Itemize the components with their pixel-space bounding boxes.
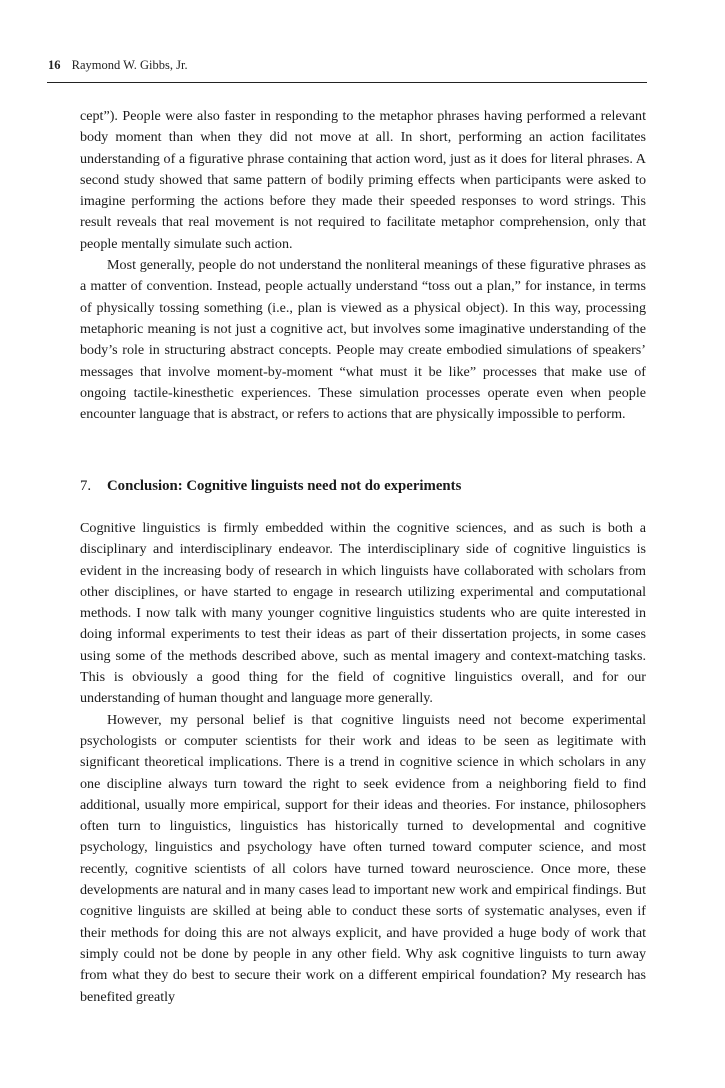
- section-number: 7.: [80, 478, 92, 494]
- running-head: [48, 58, 188, 73]
- paragraph: Cognitive linguistics is firmly embedded within the cognitive sciences, and as such is both a disciplinary and interdisciplinary endeavor. The interdisciplinary side of cognitive linguistics is evident in the increasing body of research in which linguists have collaborated with scholars from other disciplines, or have started to engage in research utilizing experimental and computational methods. I now talk with many younger cognitive linguistics students who are quite interested in doing informal experiments to test their ideas as part of their dissertation projects, in some cases using some of the methods described above, such as mental imagery and context-matching tasks. This is obviously a good thing for the field of cognitive linguistics overall, and for our understanding of human thought and language more generally.: [80, 520, 646, 707]
- section-title: Conclusion: Cognitive linguists need not do experiments: [107, 478, 462, 494]
- page-number: 16: [48, 58, 61, 72]
- running-head-author: Raymond W. Gibbs, Jr.: [71, 58, 188, 72]
- body-text-block: [80, 518, 646, 1008]
- paragraph: Most generally, people do not understand the nonliteral meanings of these figurative phrases as a matter of convention. Instead, people actually understand “toss out a plan,” for instance, in terms of physically tossing something (i.e., plan is viewed as a physical object). In this way, processing metaphoric meaning is not just a cognitive act, but involves some imaginative understanding of the body’s role in structuring abstract concepts. People may create embodied simulations of speakers’ messages that involve moment-by-moment “what must it be like” processes that make use of ongoing tactile-kinesthetic experiences. These simulation processes operate even when people encounter language that is abstract, or refers to actions that are physically impossible to perform.: [80, 257, 646, 423]
- paragraph: cept”). People were also faster in responding to the metaphor phrases having performed a relevant body moment than when they did not move at all. In short, performing an action facilitates understanding of a figurative phrase containing that action word, just as it does for literal phrases. A second study showed that same pattern of bodily priming effects when participants were asked to imagine performing the actions before they made their speeded responses to word strings. This result reveals that real movement is not required to facilitate metaphor comprehension, only that people mentally simulate such action.: [80, 108, 646, 252]
- paragraph: However, my personal belief is that cognitive linguists need not become experimental psychologists or computer scientists for their work and ideas to be seen as legitimate with significant theoretical implications. There is a trend in cognitive science in which scholars in any one discipline always turn toward the right to seek evidence from a neighboring field to find additional, usually more empirical, support for their ideas and theories. For instance, philosophers often turn to linguistics, linguistics has historically turned to developmental and cognitive psychology, linguistics and psychology have often turned toward computer science, and most recently, cognitive scientists of all colors have turned toward neuroscience. Once more, these developments are natural and in many cases lead to important new work and empirical findings. But cognitive linguists are skilled at being able to conduct these sorts of systematic analyses, even if their methods for doing this are not always explicit, and have provided a huge body of work that simply could not be done by people in any other field. Why ask cognitive linguists to turn away from what they do best to secure their work on a different empirical foundation? My research has benefited greatly: [80, 711, 646, 1005]
- body-text-block: [80, 106, 646, 425]
- header-rule: [47, 82, 647, 83]
- section-heading: [80, 478, 461, 495]
